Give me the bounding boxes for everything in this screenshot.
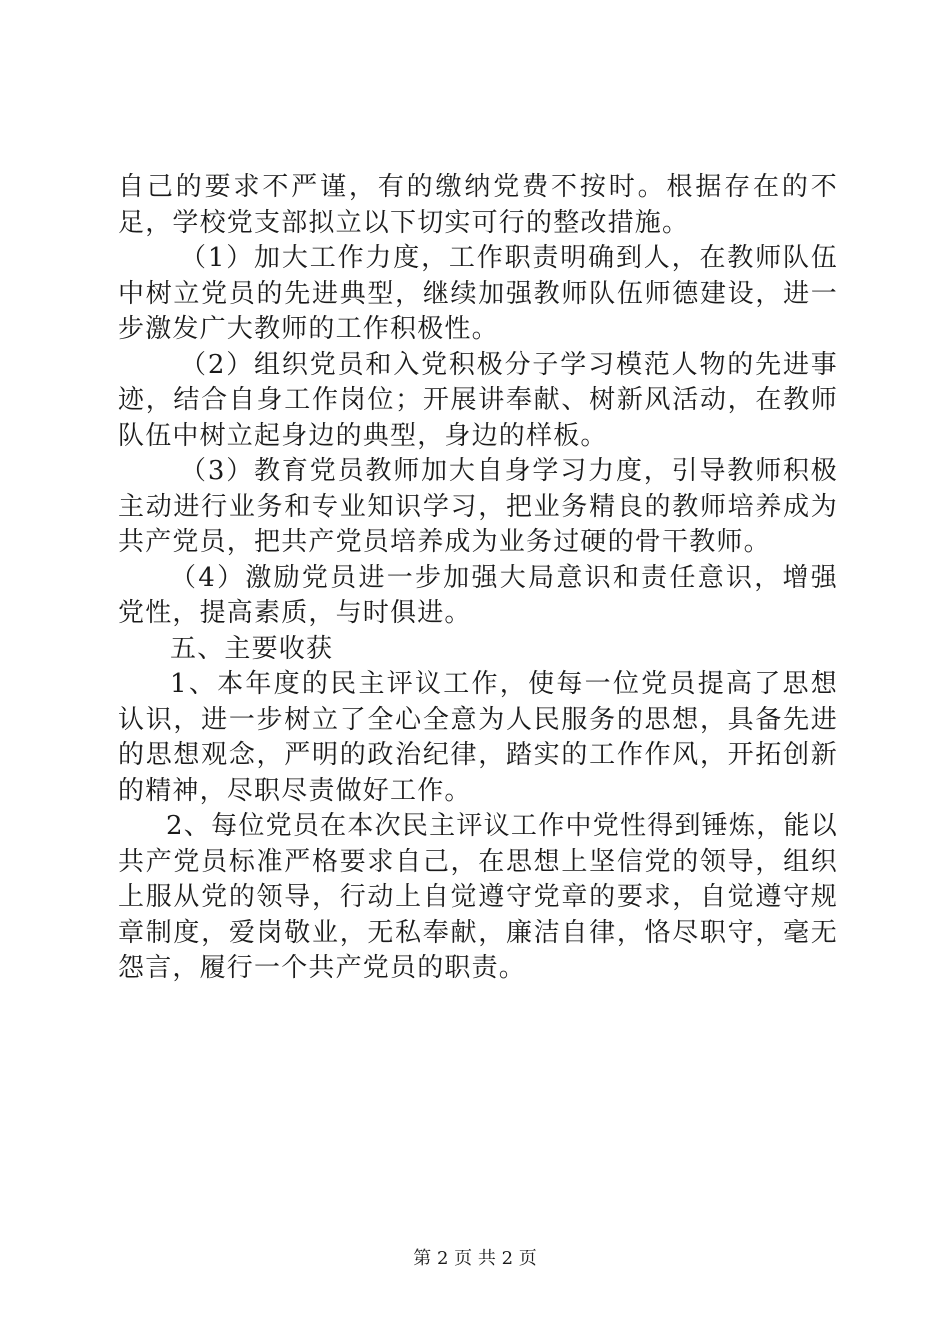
paragraph-measure-2: （2）组织党员和入党积极分子学习模范人物的先进事迹，结合自身工作岗位；开展讲奉献、树新风活动，在教师队伍中树立起身边的典型，身边的样板。 [118, 349, 838, 451]
paragraph-measure-3: （3）教育党员教师加大自身学习力度，引导教师积极主动进行业务和专业知识学习，把业务精良的教师培养成为共产党员，把共产党员培养成为业务过硬的骨干教师。 [118, 456, 838, 557]
page-number-footer: 第 2 页 共 2 页 [413, 1248, 537, 1269]
section-heading-main-gains: 五、主要收获 [170, 633, 334, 664]
paragraph-measure-4: （4）激励党员进一步加强大局意识和责任意识，增强党性，提高素质，与时俱进。 [118, 562, 838, 628]
paragraph-intro: 自己的要求不严谨，有的缴纳党费不按时。根据存在的不足，学校党支部拟立以下切实可行的整改措施。 [118, 172, 838, 238]
paragraph-gain-2: 2、每位党员在本次民主评议工作中党性得到锤炼，能以共产党员标准严格要求自己，在思想上坚信党的领导，组织上服从党的领导，行动上自觉遵守党章的要求，自觉遵守规章制度，爱岗敬业，无私奉献，廉洁自律，恪尽职守，毫无怨言，履行一个共产党员的职责。 [118, 811, 838, 983]
document-body [118, 170, 838, 987]
paragraph-gain-1: 1、本年度的民主评议工作，使每一位党员提高了思想认识，进一步树立了全心全意为人民服务的思想，具备先进的思想观念，严明的政治纪律，踏实的工作作风，开拓创新的精神，尽职尽责做好工作。 [118, 669, 838, 806]
paragraph-measure-1: （1）加大工作力度，工作职责明确到人，在教师队伍中树立党员的先进典型，继续加强教师队伍师德建设，进一步激发广大教师的工作积极性。 [118, 243, 838, 344]
